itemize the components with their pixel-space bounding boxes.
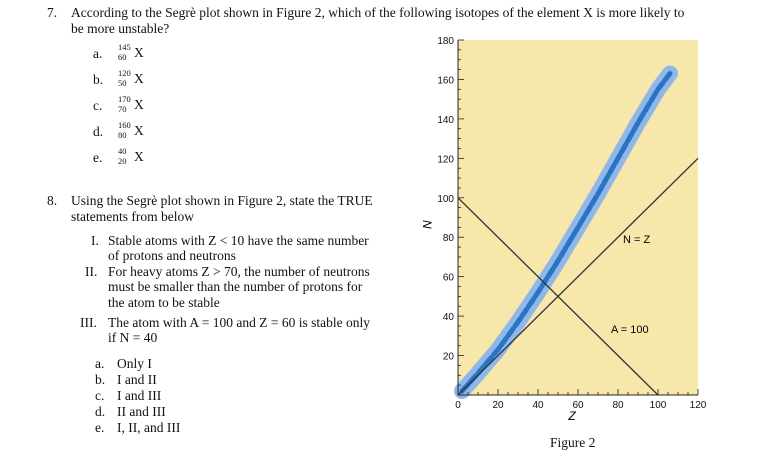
stability-point [576, 225, 580, 229]
y-tick-label: 80 [442, 233, 454, 245]
stability-point [668, 71, 672, 75]
x-tick-label: 80 [612, 400, 624, 411]
stability-point [616, 156, 620, 160]
y-tick-label: 100 [437, 193, 454, 205]
y-tick-label: 140 [437, 114, 454, 126]
stability-point [496, 347, 500, 351]
mass-number: 40 [118, 146, 127, 156]
x-tick-label: 20 [492, 400, 504, 411]
q7-option-letter: a. [93, 46, 103, 61]
question-8-text-line1: Using the Segrè plot shown in Figure 2, state the TRUE [71, 193, 373, 208]
q8-option-letter: b. [95, 372, 106, 387]
x-tick-label: 40 [532, 400, 544, 411]
question-7-text-line1: According to the Segrè plot shown in Figure 2, which of the following isotopes of the element X is more likely to [71, 5, 685, 20]
element-symbol: X [134, 149, 144, 164]
q8-option-letter: c. [95, 388, 105, 403]
statement-text: of protons and neutrons [108, 248, 236, 263]
q8-option-text: II and III [117, 404, 166, 419]
annotation-a-equals-100: A = 100 [611, 324, 649, 336]
element-symbol: X [134, 71, 144, 86]
q7-option-letter: b. [93, 72, 104, 87]
q8-option-letter: e. [95, 420, 105, 435]
y-tick-label: 160 [437, 75, 454, 87]
statement-text: if N = 40 [108, 330, 158, 345]
atomic-number: 70 [118, 104, 127, 114]
stability-point [536, 290, 540, 294]
element-symbol: X [134, 123, 144, 138]
x-tick-label: 120 [689, 400, 707, 411]
q7-option-letter: d. [93, 124, 104, 139]
q8-option-text: I, II, and III [117, 420, 181, 435]
figure-caption: Figure 2 [550, 435, 596, 450]
x-axis-label: Z [568, 409, 576, 423]
atomic-number: 80 [118, 130, 127, 140]
statement-text: must be smaller than the number of protons for [108, 279, 363, 294]
annotation-n-equals-z: N = Z [623, 234, 651, 246]
y-tick-label: 40 [442, 312, 454, 324]
statement-numeral: III. [80, 315, 97, 330]
x-tick-label: 60 [572, 400, 584, 411]
stability-point [556, 259, 560, 263]
mass-number: 170 [118, 94, 131, 104]
q8-option-letter: a. [95, 356, 105, 371]
statement-numeral: I. [91, 233, 99, 248]
stability-point [596, 192, 600, 196]
q8-option-letter: d. [95, 404, 106, 419]
x-tick-label: 0 [455, 400, 461, 411]
atomic-number: 20 [118, 156, 127, 166]
stability-point [636, 121, 640, 125]
stability-point [656, 87, 660, 91]
x-tick-label: 100 [649, 400, 667, 411]
statement-numeral: II. [85, 264, 98, 279]
stability-point [516, 320, 520, 324]
q8-option-text: Only I [117, 356, 152, 371]
question-7-number: 7. [47, 5, 58, 20]
y-tick-label: 20 [442, 351, 454, 363]
q7-option-letter: e. [93, 150, 103, 165]
question-8-text-line2: statements from below [71, 209, 194, 224]
atomic-number: 60 [118, 52, 127, 62]
atomic-number: 50 [118, 78, 127, 88]
mass-number: 145 [118, 42, 131, 52]
statement-text: For heavy atoms Z > 70, the number of neutrons [108, 264, 370, 279]
y-axis-label: N [420, 220, 434, 229]
element-symbol: X [134, 45, 144, 60]
y-tick-label: 120 [437, 154, 454, 166]
mass-number: 120 [118, 68, 131, 78]
question-7-text-line2: be more unstable? [71, 21, 170, 36]
q7-option-letter: c. [93, 98, 103, 113]
statement-text: the atom to be stable [108, 295, 220, 310]
statement-text: Stable atoms with Z < 10 have the same number [108, 233, 369, 248]
mass-number: 160 [118, 120, 131, 130]
question-8-number: 8. [47, 193, 58, 208]
q8-option-text: I and II [117, 372, 157, 387]
y-tick-label: 180 [437, 36, 454, 47]
y-tick-label: 60 [442, 272, 454, 284]
q8-option-text: I and III [117, 388, 162, 403]
element-symbol: X [134, 97, 144, 112]
statement-text: The atom with A = 100 and Z = 60 is stable only [108, 315, 370, 330]
